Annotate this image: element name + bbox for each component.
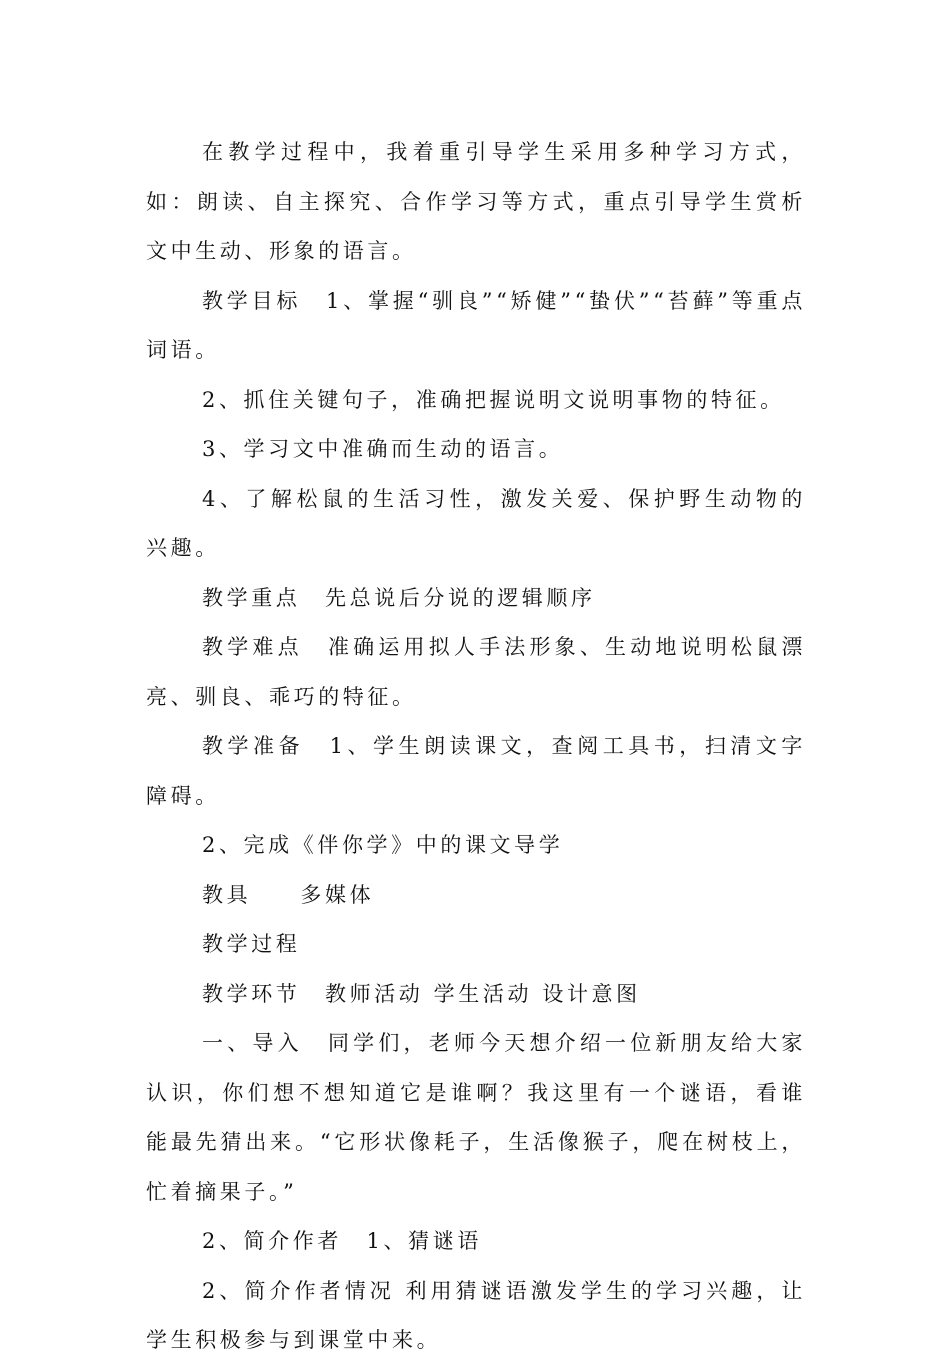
paragraph-intro: 在教学过程中，我着重引导学生采用多种学习方式，如：朗读、自主探究、合作学习等方式，重点引导学生赏析文中生动、形象的语言。 [146,140,806,263]
paragraph-preparation-1: 教学准备 1、学生朗读课文，查阅工具书，扫清文字障碍。 [146,734,806,808]
paragraph-objective-1: 教学目标 1、掌握“驯良”“矫健”“蛰伏”“苔藓”等重点词语。 [146,288,806,362]
paragraph-author-details: 2、简介作者情况 利用猜谜语激发学生的学习兴趣，让学生积极参与到课堂中来。 [146,1278,806,1352]
paragraph-key-point: 教学重点 先总说后分说的逻辑顺序 [202,585,596,610]
paragraph-author-intro: 2、简介作者 1、猜谜语 [202,1229,482,1253]
paragraph-objective-3: 3、学习文中准确而生动的语言。 [202,437,564,461]
paragraph-teaching-aids: 教具 多媒体 [202,882,375,907]
paragraph-objective-4: 4、了解松鼠的生活习性，激发关爱、保护野生动物的兴趣。 [146,486,806,560]
paragraph-preparation-2: 2、完成《伴你学》中的课文导学 [202,833,564,857]
paragraph-process-header: 教学环节 教师活动 学生活动 设计意图 [202,981,641,1006]
paragraph-objective-2: 2、抓住关键句子，准确把握说明文说明事物的特征。 [202,387,785,412]
paragraph-introduction: 一、导入 同学们，老师今天想介绍一位新朋友给大家认识，你们想不想知道它是谁啊？我这里有一个谜语，看谁能最先猜出来。“它形状像耗子，生活像猴子，爬在树枝上，忙着摘果子。” [146,1031,806,1204]
document-body [146,128,806,1366]
paragraph-teaching-process: 教学过程 [202,932,301,956]
paragraph-difficulty: 教学难点 准确运用拟人手法形象、生动地说明松鼠漂亮、驯良、乖巧的特征。 [146,635,806,709]
